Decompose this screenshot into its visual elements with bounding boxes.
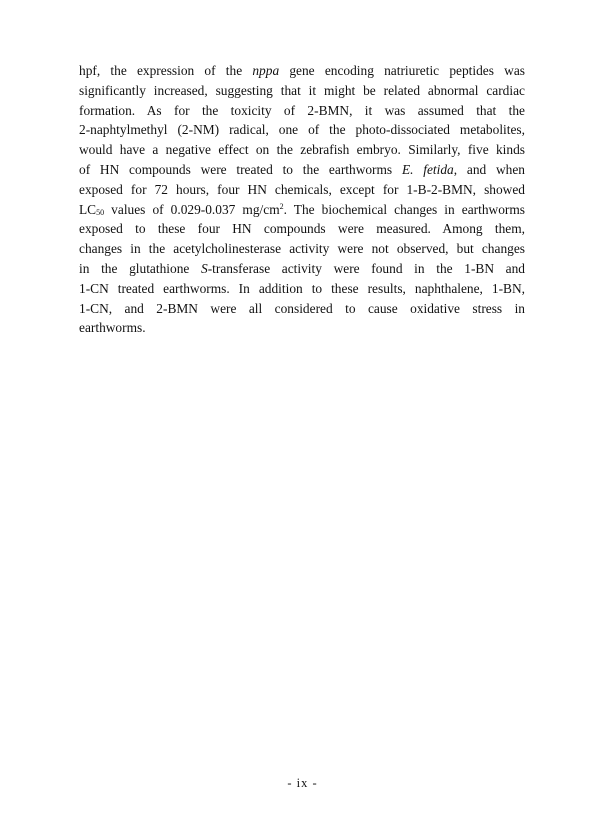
text-segment: earthworms. xyxy=(79,320,146,336)
text-line xyxy=(79,180,525,200)
text-segment: 1-CN treated earthworms. In addition to these results, naphthalene, 1-BN, xyxy=(79,280,525,296)
text-line xyxy=(79,299,525,319)
text-sub: 50 xyxy=(96,207,105,217)
text-line xyxy=(79,140,525,160)
text-segment: significantly increased, suggesting that it might be related abnormal cardiac xyxy=(79,82,525,98)
text-sup: 2 xyxy=(279,201,284,211)
text-segment: -transferase activity were found in the 1-BN and xyxy=(207,260,525,276)
text-line xyxy=(79,239,525,259)
text-segment: 2-naphtylmethyl (2-NM) radical, one of the photo-dissociated metabolites, xyxy=(79,122,525,138)
text-segment: , and when xyxy=(453,161,526,177)
text-line xyxy=(79,279,525,299)
text-segment: . The biochemical changes in earthworms xyxy=(283,201,525,217)
text-italic: nppa xyxy=(252,63,280,78)
text-segment: changes in the acetylcholinesterase activity were not observed, but changes xyxy=(79,241,525,257)
text-line xyxy=(79,81,525,101)
text-line xyxy=(79,61,525,81)
text-italic: E. fetida xyxy=(401,161,454,177)
text-line xyxy=(79,219,525,239)
text-line xyxy=(79,200,525,220)
text-line xyxy=(79,259,525,279)
text-line xyxy=(79,101,525,121)
text-line xyxy=(79,120,525,140)
text-line xyxy=(79,160,525,180)
text-segment: exposed for 72 hours, four HN chemicals, except for 1-B-2-BMN, showed xyxy=(79,181,525,197)
text-segment: exposed to these four HN compounds were measured. Among them, xyxy=(79,221,525,237)
text-segment: gene encoding natriuretic peptides was xyxy=(279,63,525,78)
page-number: - ix - xyxy=(287,776,318,790)
text-segment: values of 0.029-0.037 mg/cm xyxy=(104,201,280,217)
text-segment: formation. As for the toxicity of 2-BMN, it was assumed that the xyxy=(79,102,525,118)
body-paragraph xyxy=(79,61,525,338)
text-segment: 1-CN, and 2-BMN were all considered to cause oxidative stress in xyxy=(79,300,525,316)
text-segment: of HN compounds were treated to the earthworms xyxy=(79,161,402,177)
text-segment: hpf, the expression of the xyxy=(79,63,253,78)
text-segment: would have a negative effect on the zebrafish embryo. Similarly, five kinds xyxy=(79,142,525,158)
text-segment: LC xyxy=(79,201,97,217)
text-segment: in the glutathione xyxy=(79,260,201,276)
text-line xyxy=(79,318,525,338)
text-italic: S xyxy=(200,260,208,276)
